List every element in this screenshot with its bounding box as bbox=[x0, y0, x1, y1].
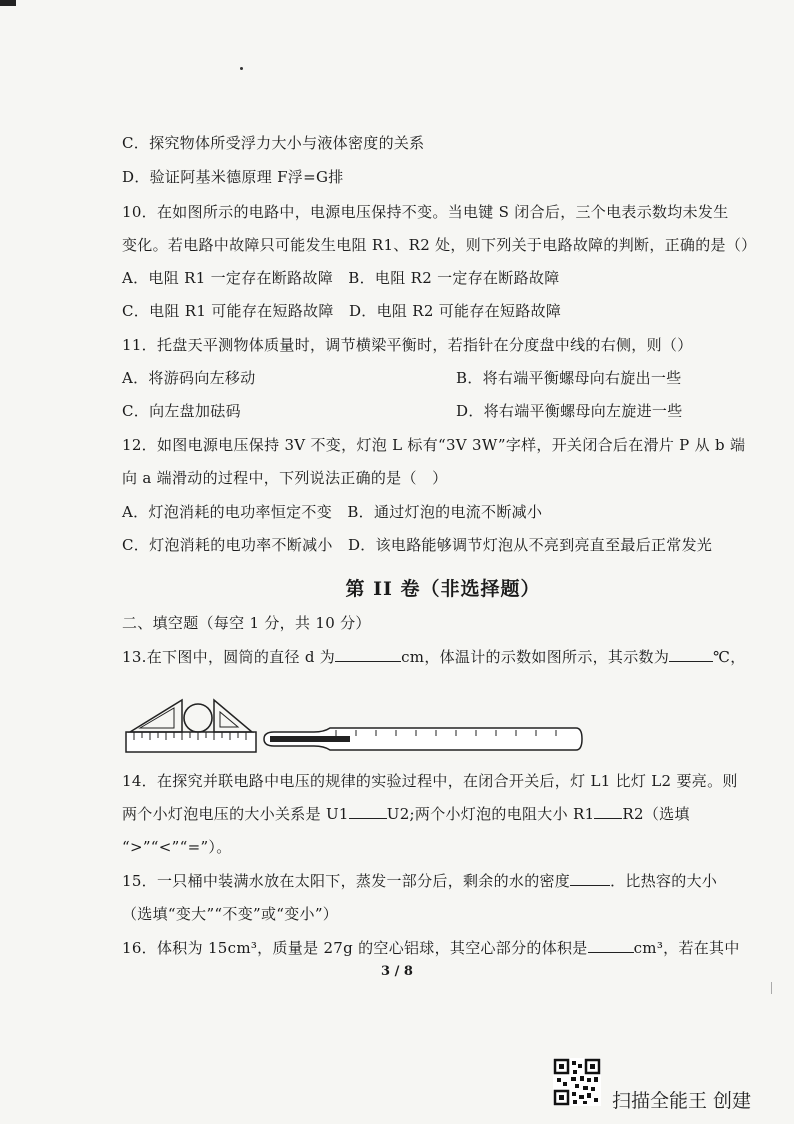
q9-option-c: C．探究物体所受浮力大小与液体密度的关系 bbox=[122, 134, 425, 152]
q14-text-1: 两个小灯泡电压的大小关系是 U1 bbox=[122, 805, 349, 823]
section-title: 第 II 卷（非选择题） bbox=[345, 578, 541, 600]
q14-text-3: R2（选填 bbox=[622, 805, 690, 823]
q15-stem-line2: （选填“变大”“不变”或“变小”） bbox=[122, 905, 339, 923]
q12-stem-line1: 12．如图电源电压保持 3V 不变，灯泡 L 标有“3V 3W”字样，开关闭合后在滑片 P 从 b 端 bbox=[122, 436, 746, 454]
q11-stem: 11．托盘天平测物体质量时，调节横梁平衡时，若指针在分度盘中线的右侧，则（） bbox=[122, 336, 693, 354]
q11-option-b: B．将右端平衡螺母向右旋出一些 bbox=[456, 369, 682, 387]
q16-stem bbox=[122, 938, 740, 958]
part2-heading: 二、填空题（每空 1 分，共 10 分） bbox=[122, 614, 371, 632]
q16-text-2: cm³，若在其中 bbox=[633, 939, 740, 957]
q15-text-1: 15．一只桶中装满水放在太阳下，蒸发一部分后，剩余的水的密度 bbox=[122, 872, 571, 890]
q14-stem-line3: “>”“<”“=”）。 bbox=[122, 838, 232, 856]
q13-blank-temperature[interactable] bbox=[669, 647, 713, 662]
q13-text-1: 13.在下图中，圆筒的直径 d 为 bbox=[122, 648, 336, 666]
q14-blank-voltage[interactable] bbox=[349, 804, 387, 819]
q12-stem-line2: 向 a 端滑动的过程中，下列说法正确的是（ ） bbox=[122, 469, 448, 487]
q10-options-ab: A．电阻 R1 一定存在断路故障 B．电阻 R2 一定存在断路故障 bbox=[122, 269, 560, 287]
q14-blank-resistance[interactable] bbox=[594, 804, 622, 819]
q13-stem bbox=[122, 647, 746, 667]
q13-text-2: cm，体温计的示数如图所示，其示数为 bbox=[401, 648, 670, 666]
scan-corner-mark bbox=[0, 0, 16, 6]
q11-option-c: C．向左盘加砝码 bbox=[122, 402, 241, 420]
q15-stem-line1 bbox=[122, 871, 717, 891]
q13-text-3: ℃， bbox=[713, 648, 746, 666]
q14-text-2: U2;两个小灯泡的电阻大小 R1 bbox=[386, 805, 595, 823]
q15-blank-density[interactable] bbox=[570, 871, 610, 886]
qr-code-icon bbox=[553, 1058, 601, 1106]
q10-stem-line2: 变化。若电路中故障只可能发生电阻 R1、R2 处，则下列关于电路故障的判断，正确的是（） bbox=[122, 236, 757, 254]
ruler-with-triangles bbox=[126, 700, 256, 752]
scan-tick bbox=[771, 982, 772, 994]
q13-figure bbox=[124, 692, 584, 758]
page-number: 3 / 8 bbox=[381, 964, 413, 979]
q9-option-d: D．验证阿基米德原理 F浮=G排 bbox=[122, 168, 344, 186]
q16-text-1: 16．体积为 15cm³，质量是 27g 的空心铝球，其空心部分的体积是 bbox=[122, 939, 588, 957]
q10-options-cd: C．电阻 R1 可能存在短路故障 D．电阻 R2 可能存在短路故障 bbox=[122, 302, 562, 320]
q14-stem-line1: 14．在探究并联电路中电压的规律的实验过程中，在闭合开关后，灯 L1 比灯 L2 要亮。则 bbox=[122, 772, 738, 790]
q15-text-2: ．比热容的大小 bbox=[610, 872, 718, 890]
q14-stem-line2 bbox=[122, 804, 690, 824]
q13-blank-diameter[interactable] bbox=[335, 647, 401, 662]
thermometer bbox=[264, 728, 582, 750]
q10-stem-line1: 10．在如图所示的电路中，电源电压保持不变。当电键 S 闭合后，三个电表示数均未发生 bbox=[122, 203, 729, 221]
q11-option-d: D．将右端平衡螺母向左旋进一些 bbox=[456, 402, 683, 420]
q16-blank-volume[interactable] bbox=[588, 938, 634, 953]
scan-speck bbox=[240, 67, 243, 70]
q12-options-ab: A．灯泡消耗的电功率恒定不变 B．通过灯泡的电流不断减小 bbox=[122, 503, 543, 521]
q11-option-a: A．将游码向左移动 bbox=[122, 369, 256, 387]
scanner-watermark: 扫描全能王 创建 bbox=[612, 1090, 752, 1112]
q12-options-cd: C．灯泡消耗的电功率不断减小 D．该电路能够调节灯泡从不亮到亮直至最后正常发光 bbox=[122, 536, 713, 554]
